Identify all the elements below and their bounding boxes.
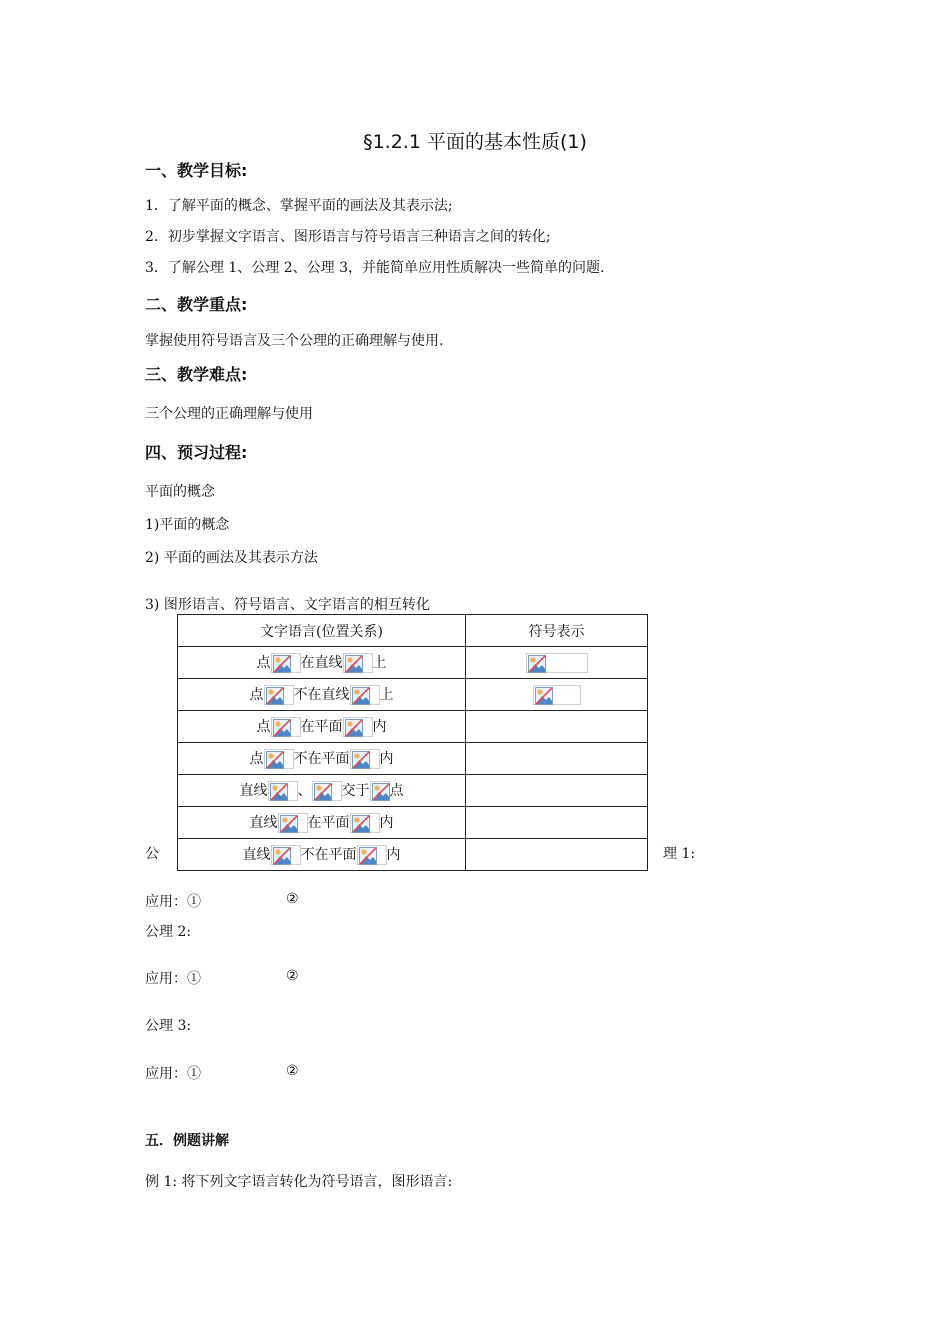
- application-label: ②: [286, 1063, 299, 1079]
- cell-text: 交于: [341, 783, 370, 799]
- table-cell: [178, 679, 466, 711]
- application-label: 应用：①: [145, 1066, 201, 1082]
- axiom1-label-left: 公: [145, 846, 159, 862]
- table-cell: [466, 807, 648, 839]
- goal-item: 1．了解平面的概念、掌握平面的画法及其表示法;: [145, 198, 453, 214]
- table-cell: [466, 775, 648, 807]
- cell-text: 直线: [249, 815, 278, 831]
- broken-image-icon: [264, 685, 294, 705]
- preview-line: 3) 图形语言、符号语言、文字语言的相互转化: [145, 597, 430, 613]
- table-cell: [178, 775, 466, 807]
- key-points-text: 掌握使用符号语言及三个公理的正确理解与使用.: [145, 333, 444, 349]
- cell-text: 在平面: [307, 815, 350, 831]
- broken-image-icon: [268, 781, 298, 801]
- axiom2-label: 公理 2:: [145, 924, 192, 940]
- goal-item: 3．了解公理 1、公理 2、公理 3，并能简单应用性质解决一些简单的问题.: [145, 260, 605, 276]
- cell-text: 不在平面: [293, 751, 350, 767]
- broken-image-icon: [271, 653, 301, 673]
- cell-text: 点: [256, 655, 271, 671]
- broken-image-icon: [357, 845, 387, 865]
- table-row: [178, 647, 648, 679]
- application-label: ②: [286, 891, 299, 907]
- application-label: 应用：①: [145, 971, 201, 987]
- preview-line: 2) 平面的画法及其表示方法: [145, 550, 318, 566]
- cell-text: 点: [389, 783, 404, 799]
- page-title: §1.2.1 平面的基本性质(1): [363, 131, 587, 153]
- table-cell: [466, 679, 648, 711]
- table-row: [178, 679, 648, 711]
- preview-line: 1)平面的概念: [145, 517, 230, 533]
- cell-text: 不在直线: [293, 687, 350, 703]
- table-cell: [178, 647, 466, 679]
- difficulties-text: 三个公理的正确理解与使用: [145, 406, 313, 422]
- broken-image-icon: [271, 717, 301, 737]
- application-label: 应用：①: [145, 894, 201, 910]
- table-header-row: [178, 615, 648, 647]
- table-row: [178, 839, 648, 871]
- heading-difficulties: 三、教学难点:: [145, 365, 248, 384]
- cell-text: 内: [379, 815, 394, 831]
- table-row: [178, 743, 648, 775]
- table-row: [178, 775, 648, 807]
- table-cell: [466, 743, 648, 775]
- table-cell: [466, 711, 648, 743]
- broken-image-icon: [350, 749, 380, 769]
- broken-image-icon: [350, 685, 380, 705]
- broken-image-icon: [533, 685, 581, 705]
- broken-image-icon: [264, 749, 294, 769]
- cell-text: 上: [372, 655, 387, 671]
- broken-image-icon: [350, 813, 380, 833]
- table-cell: [178, 839, 466, 871]
- broken-image-icon: [526, 653, 588, 673]
- broken-image-icon: [343, 653, 373, 673]
- preview-line: 平面的概念: [145, 484, 215, 500]
- table-row: [178, 807, 648, 839]
- application-label: ②: [286, 968, 299, 984]
- goal-item: 2．初步掌握文字语言、图形语言与符号语言三种语言之间的转化;: [145, 229, 551, 245]
- cell-text: 内: [386, 847, 401, 863]
- cell-text: 不在平面: [300, 847, 357, 863]
- heading-examples: 五．例题讲解: [145, 1133, 229, 1149]
- cell-text: 点: [249, 751, 264, 767]
- broken-image-icon: [312, 781, 342, 801]
- broken-image-icon: [278, 813, 308, 833]
- cell-text: 直线: [242, 847, 271, 863]
- cell-text: 在平面: [300, 719, 343, 735]
- axiom1-label-right: 理 1:: [663, 846, 696, 862]
- cell-text: 上: [379, 687, 394, 703]
- broken-image-icon: [343, 717, 373, 737]
- cell-text: 、: [297, 783, 312, 799]
- table-cell: [178, 743, 466, 775]
- cell-text: 在直线: [300, 655, 343, 671]
- table-row: [178, 711, 648, 743]
- cell-text: 点: [249, 687, 264, 703]
- heading-key-points: 二、教学重点:: [145, 295, 248, 314]
- table-header-cell: 符号表示: [466, 615, 648, 647]
- table-cell: [466, 839, 648, 871]
- cell-text: 点: [256, 719, 271, 735]
- table-cell: [178, 711, 466, 743]
- cell-text: 内: [379, 751, 394, 767]
- heading-preview: 四、预习过程:: [145, 443, 248, 462]
- table-cell: [178, 807, 466, 839]
- cell-text: 内: [372, 719, 387, 735]
- cell-text: 直线: [239, 783, 268, 799]
- broken-image-icon: [271, 845, 301, 865]
- heading-teaching-goals: 一、教学目标:: [145, 161, 248, 180]
- table-cell: [466, 647, 648, 679]
- example-1-text: 例 1: 将下列文字语言转化为符号语言，图形语言:: [145, 1174, 453, 1190]
- language-conversion-table: [177, 614, 648, 871]
- broken-image-icon: [370, 781, 390, 801]
- table-header-cell: 文字语言(位置关系): [178, 615, 466, 647]
- axiom3-label: 公理 3:: [145, 1018, 192, 1034]
